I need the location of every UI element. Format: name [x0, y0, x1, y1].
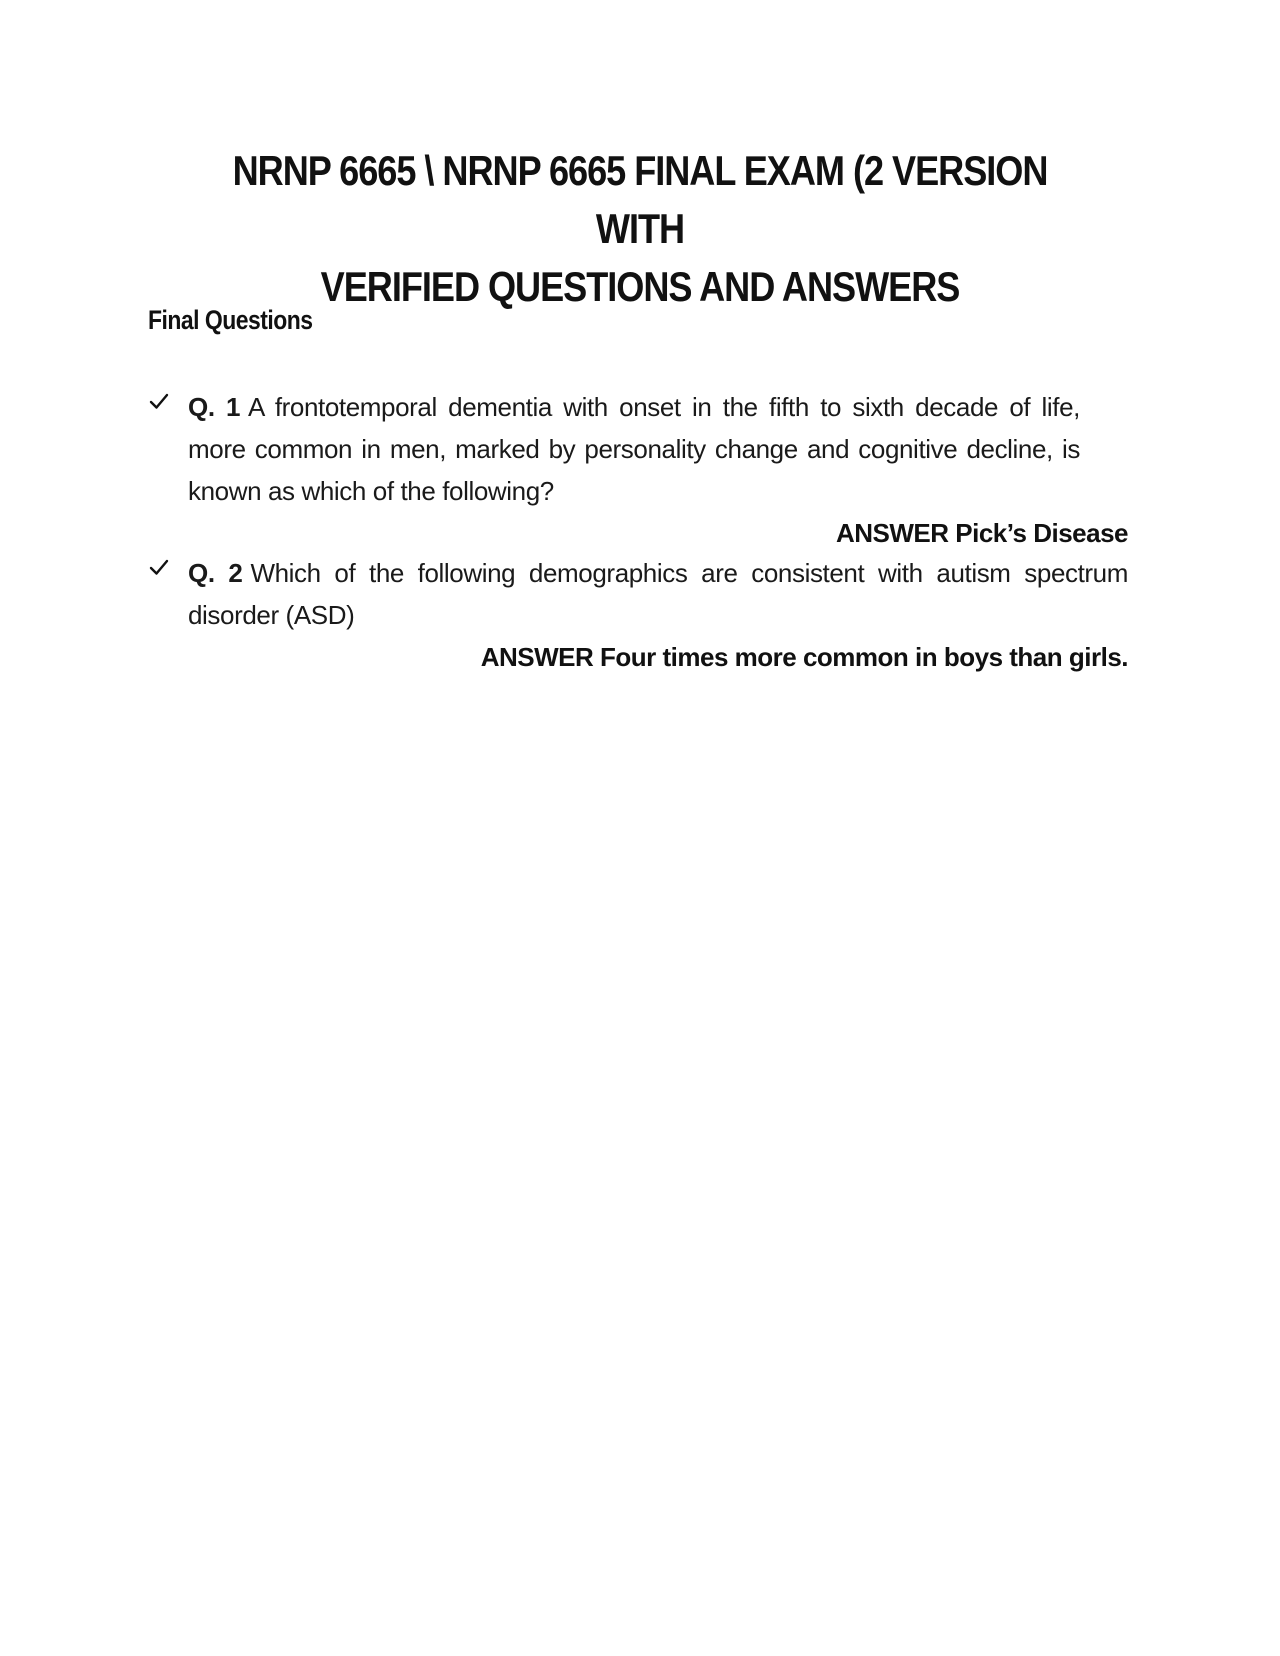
question-list [148, 386, 1128, 676]
question-text [188, 386, 1080, 512]
question-body: Which of the following demographics are consistent with autism spectrum disorder (ASD) [188, 558, 1129, 630]
question-text [188, 552, 1128, 636]
question-body: A frontotemporal dementia with onset in the fifth to sixth decade of life, more common in men, marked by personality change and cognitive decline, is known as which of the following? [188, 392, 1081, 506]
answer-text: ANSWER Pick’s Disease [835, 518, 1128, 548]
title-line-1: NRNP 6665 \ NRNP 6665 FINAL EXAM (2 VERSION WITH [232, 147, 1048, 252]
section-heading: Final Questions [148, 305, 313, 335]
question-number: Q. 1 [188, 392, 241, 422]
question-number: Q. 2 [188, 558, 243, 588]
list-item [148, 386, 1128, 552]
document-title [193, 142, 1087, 316]
checkmark-icon [148, 390, 170, 412]
list-item [148, 552, 1128, 676]
checkmark-icon [148, 556, 170, 578]
answer-text: ANSWER Four times more common in boys than girls. [480, 642, 1128, 672]
title-line-2: VERIFIED QUESTIONS AND ANSWERS [320, 263, 960, 310]
